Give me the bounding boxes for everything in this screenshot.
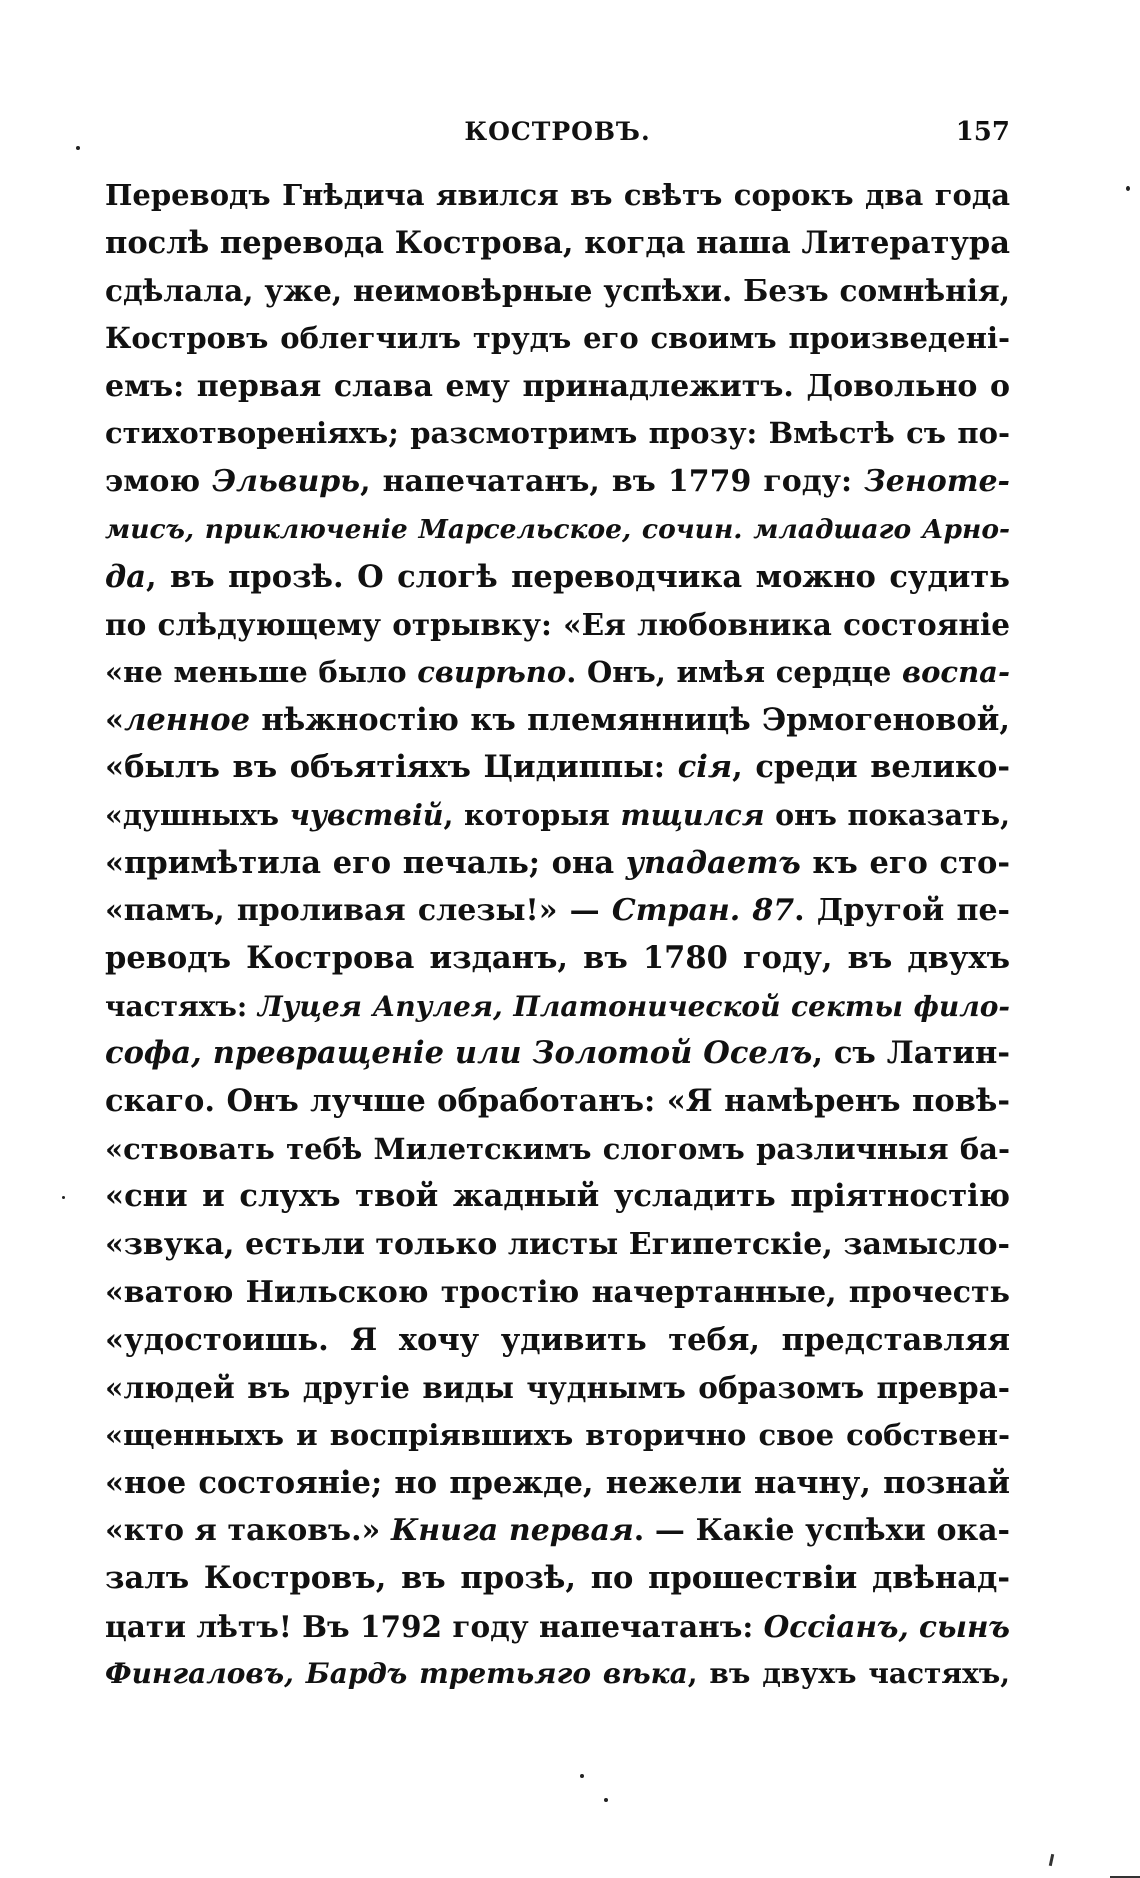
text-run: «ное состояніе; но прежде, нежели начну, познай [105,1464,1010,1501]
text-run: Костровъ облегчилъ трудъ его своимъ произведені- [105,321,1010,356]
text-run: , съ Латин- [812,1035,1011,1072]
text-run: «людей въ другіе виды чуднымъ образомъ превра- [105,1370,1010,1406]
text-run: частяхъ: [105,989,258,1023]
text-line [105,1317,1010,1365]
italic-text: Оссіанъ, сынъ [763,1608,1010,1644]
text-line [105,887,1010,935]
text-line [105,506,1010,554]
italic-text: воспа- [902,654,1010,689]
text-line [105,315,1010,363]
text-run: цати лѣтъ! Въ 1792 году напечатанъ: [105,1608,764,1644]
text-run: «примѣтила его печаль; она [105,844,626,881]
italic-text: да [105,558,146,595]
text-run: . Другой пе- [794,893,1010,929]
text-run: скаго. Онъ лучше обработанъ: «Я намѣренъ повѣ- [105,1083,1010,1120]
italic-text: Книга первая [390,1513,634,1549]
text-run: . — Какіе успѣхи ока- [633,1513,1011,1549]
text-line [105,1555,1010,1603]
text-run: «ствовать тебѣ Милетскимъ слогомъ различныя ба- [105,1131,1010,1166]
text-line [105,410,1010,458]
italic-text: софа, превращеніе или Золотой Оселъ [105,1035,813,1072]
text-run: онъ показать, [764,797,1010,832]
text-run: «звука, естьли только листы Египетскіе, замысло- [105,1227,1010,1263]
text-line [105,172,1010,220]
text-run: , напечатанъ, въ 1779 году: [360,464,865,500]
text-line [105,1078,1010,1126]
italic-text: упадаетъ [625,844,801,881]
text-run: «памъ, проливая слезы!» — [105,893,612,929]
text-line [105,792,1010,840]
text-line [105,1030,1010,1078]
text-line [105,840,1010,888]
text-line [105,1412,1010,1460]
text-run: , въ двухъ частяхъ, [687,1657,1010,1691]
text-run: , въ прозѣ. О слогѣ переводчика можно судить [145,558,1010,595]
text-run: къ его сто- [800,844,1010,881]
text-run: «сни и слухъ твой жадный усладить пріятностію [105,1178,1010,1215]
italic-text: мисъ, приключеніе Марсельское, сочин. младшаго Арно- [105,513,1010,545]
italic-text: ленное [124,701,251,738]
text-run: «душныхъ [105,797,290,832]
scan-speck [1126,186,1130,191]
text-line [105,1650,1010,1698]
text-run: нѣжностію къ племянницѣ Эрмогеновой, [250,701,1010,738]
text-line [105,1221,1010,1269]
text-run: стихотвореніяхъ; разсмотримъ прозу: Вмѣстѣ съ по- [105,416,1010,451]
text-run: «не меньше было [105,654,418,689]
text-line [105,1364,1010,1412]
text-line [105,1173,1010,1221]
italic-text: сія [677,749,733,786]
scan-speck [580,1774,584,1778]
text-line [105,697,1010,745]
text-run: «удостоишь. Я хочу удивить тебя, представляя [105,1321,1010,1358]
text-run: по слѣдующему отрывку: «Ея любовника состояніе [105,607,1010,643]
text-line [105,1603,1010,1651]
running-head [105,112,1010,152]
text-run: Переводъ Гнѣдича явился въ свѣтъ сорокъ два года [105,178,1010,212]
text-run: «кто я таковъ.» [105,1513,391,1549]
text-run: залъ Костровъ, въ прозѣ, по прошествіи двѣнад- [105,1559,1010,1596]
text-run: эмою [105,464,213,500]
text-line [105,1507,1010,1555]
italic-text: Эльвирь [212,464,361,500]
scan-speck [62,1196,65,1199]
text-line [105,935,1010,983]
text-line [105,267,1010,315]
text-run: «ватою Нильскою тростію начертанные, прочесть [105,1274,1010,1310]
page-number: 157 [955,117,1010,147]
text-line [105,983,1010,1031]
italic-text: Фингаловъ, Бардъ третьяго вѣка [105,1657,688,1691]
italic-text: Стран. 87 [611,893,795,929]
text-run: послѣ перевода Кострова, когда наша Литература [105,224,1010,261]
text-line [105,1126,1010,1174]
italic-text: чувствій [289,797,444,832]
scan-speck [604,1798,608,1802]
text-line [105,1269,1010,1317]
text-run: сдѣлала, уже, неимовѣрные успѣхи. Безъ сомнѣнія, [105,273,1010,309]
text-line [105,458,1010,506]
text-line [105,1460,1010,1508]
italic-text: Луцея Апулея, Платонической секты фило- [257,989,1010,1023]
italic-text: свирѣпо [417,654,567,689]
text-line [105,601,1010,649]
text-run: «щенныхъ и воспріявшихъ вторично свое собствен- [105,1417,1010,1452]
text-line [105,363,1010,411]
text-run: , среди велико- [732,749,1010,786]
text-run: емъ: первая слава ему принадлежитъ. Довольно о [105,368,1010,404]
scan-speck [76,146,80,150]
text-line [105,220,1010,268]
text-line [105,744,1010,792]
italic-text: тщился [620,797,765,832]
text-run: « [105,701,125,738]
text-run: , которыя [443,797,621,832]
text-line [105,554,1010,602]
body-text [105,172,1010,1698]
text-line [105,649,1010,697]
italic-text: Зеноте- [864,464,1011,500]
text-run: . Онъ, имѣя сердце [566,654,903,689]
scan-mark [1049,1854,1054,1866]
running-title: КОСТРОВЪ. [464,117,651,146]
text-run: реводъ Кострова изданъ, въ 1780 году, въ двухъ [105,940,1010,976]
text-run: «былъ въ объятіяхъ Цидиппы: [105,749,678,786]
